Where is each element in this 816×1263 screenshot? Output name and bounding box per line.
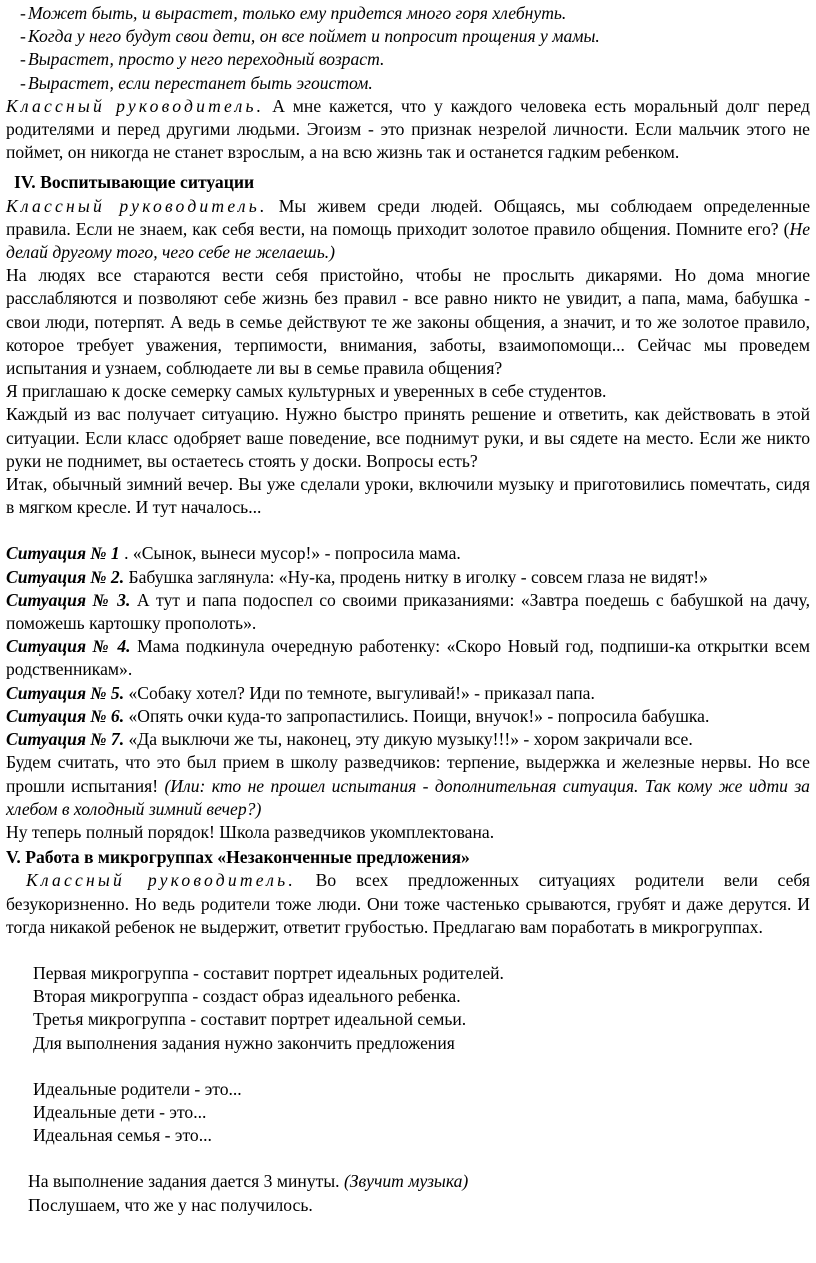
task-item: Для выполнения задания нужно закончить предложения bbox=[33, 1032, 455, 1053]
blank-line bbox=[6, 519, 810, 542]
blank-line bbox=[33, 1055, 810, 1078]
situation-item: Ситуация № 1 . «Сынок, вынеси мусор!» - попросила мама. bbox=[6, 543, 461, 564]
situation-label: Ситуация № 3. bbox=[6, 589, 131, 610]
speaker-label: Классный руководитель. bbox=[6, 195, 268, 216]
situation-list bbox=[6, 542, 810, 751]
blank-line bbox=[6, 939, 810, 962]
paragraph: Ну теперь полный порядок! Школа разведчиков укомплектована. bbox=[6, 821, 495, 842]
situation-item: Ситуация № 6. «Опять очки куда-то запропастились. Поищи, внучок!» - попросила бабушка. bbox=[6, 705, 710, 726]
answer-item: - Когда у него будут свои дети, он все поймет и попросит прощения у мамы. bbox=[20, 26, 600, 47]
task-item: Вторая микрогруппа - создаст образ идеального ребенка. bbox=[33, 986, 461, 1007]
situation-item: Ситуация № 7. «Да выключи же ты, наконец, эту дикую музыку!!!» - хором закричали все. bbox=[6, 729, 693, 750]
sentence-item: Идеальные родители - это... bbox=[33, 1078, 242, 1099]
answer-item: - Вырастет, просто у него переходный возраст. bbox=[20, 49, 385, 70]
sentence-item: Идеальная семья - это... bbox=[33, 1125, 212, 1146]
task-item: Первая микрогруппа - составит портрет идеальных родителей. bbox=[33, 962, 504, 983]
closing-line: Послушаем, что же у нас получилось. bbox=[28, 1194, 313, 1215]
answer-item: - Вырастет, если перестанет быть эгоистом. bbox=[20, 72, 373, 93]
task-list bbox=[6, 962, 810, 1170]
time-note: На выполнение задания дается 3 минуты. (Звучит музыка) bbox=[28, 1171, 469, 1192]
paragraph: Итак, обычный зимний вечер. Вы уже сделали уроки, включили музыку и приготовились помечтать, сидя в мягком кресле. И тут началось... bbox=[6, 474, 810, 518]
situation-item: Ситуация № 3. А тут и папа подоспел со своими приказаниями: «Завтра поедешь с бабушкой на дачу, поможешь картошку прополоть». bbox=[6, 589, 810, 634]
answer-list bbox=[6, 2, 810, 95]
task-item: Третья микрогруппа - составит портрет идеальной семьи. bbox=[33, 1009, 467, 1030]
sentence-item: Идеальные дети - это... bbox=[33, 1101, 207, 1122]
situation-label: Ситуация № 7. bbox=[6, 729, 125, 750]
paragraph: Я приглашаю к доске семерку самых культурных и уверенных в себе студентов. bbox=[6, 381, 607, 402]
closing-block bbox=[6, 1170, 810, 1216]
situation-label: Ситуация № 2. bbox=[6, 566, 125, 587]
situation-item: Ситуация № 4. Мама подкинула очередную работенку: «Скоро Новый год, подпиши-ка открытки всем родственникам». bbox=[6, 636, 810, 680]
golden-rule: Не делай другому того, чего себе не желаешь.) bbox=[6, 218, 810, 263]
paragraph: Будем считать, что это был прием в школу разведчиков: терпение, выдержка и железные нервы. Но все прошли испытания! (Или: кто не прошел испытания - дополнительная ситуация. Так кому же идти за хлебом в холодный зимний вечер?) bbox=[6, 752, 810, 819]
teacher-remark: Классный руководитель. А мне кажется, что у каждого человека есть моральный долг перед родителями и перед другими людьми. Эгоизм - это признак незрелой личности. Если мальчик этого не поймет, он никогда не станет взрослым, а на всю жизнь так и останется гадким ребенком. bbox=[6, 95, 811, 163]
section-4-intro: Классный руководитель. Мы живем среди людей. Общаясь, мы соблюдаем определенные правила. Если не знаем, как себя вести, на помощь приходит золотое правило общения. Помните его? (Не делай другому того, чего себе не желаешь.) bbox=[6, 195, 810, 263]
paragraph: На людях все стараются вести себя пристойно, чтобы не прослыть дикарями. Но дома многие расслабляются и позволяют себе жизнь без правил - все равно никто не увидит, а папа, мама, бабушка - свои люди, потерпят. А ведь в семье действуют те же законы общения, а значит, и то же золотое правило, которое требует уважения, терпимости, внимания, заботы, взаимопомощи... Сейчас мы проведем испытания и узнаем, соблюдаете ли вы в семье правила общения? bbox=[6, 265, 810, 379]
situation-label: Ситуация № 4. bbox=[6, 636, 131, 657]
section-5-intro: Классный руководитель. Во всех предложенных ситуациях родители вели себя безукоризненно. Но ведь родители тоже люди. Они тоже частенько срываются, грубят и даже дерутся. И тогда никакой ребенок не выдержит, ответит грубостью. Предлагаю вам поработать в микрогруппах. bbox=[6, 870, 810, 937]
situation-label: Ситуация № 5. bbox=[6, 682, 125, 703]
section-5-heading: V. Работа в микрогруппах «Незаконченные предложения» bbox=[6, 847, 470, 868]
situation-item: Ситуация № 5. «Собаку хотел? Иди по темноте, выгуливай!» - приказал папа. bbox=[6, 682, 595, 703]
situation-label: Ситуация № 6. bbox=[6, 705, 125, 726]
paragraph: Каждый из вас получает ситуацию. Нужно быстро принять решение и ответить, как действовать в этой ситуации. Если класс одобряет ваше поведение, все поднимут руки, и вы сядете на место. Если же никто руки не поднимет, вы остаетесь стоять у доски. Вопросы есть? bbox=[6, 404, 810, 471]
situation-label: Ситуация № 1 bbox=[6, 543, 120, 564]
answer-item: - Может быть, и вырастет, только ему придется много горя хлебнуть. bbox=[20, 3, 567, 23]
speaker-label: Классный руководитель. bbox=[26, 870, 296, 891]
section-4-heading: IV. Воспитывающие ситуации bbox=[14, 172, 255, 193]
blank-line bbox=[33, 1147, 810, 1170]
situation-item: Ситуация № 2. Бабушка заглянула: «Ну-ка, продень нитку в иголку - совсем глаза не видят!» bbox=[6, 566, 708, 587]
speaker-label: Классный руководитель. bbox=[6, 95, 265, 116]
